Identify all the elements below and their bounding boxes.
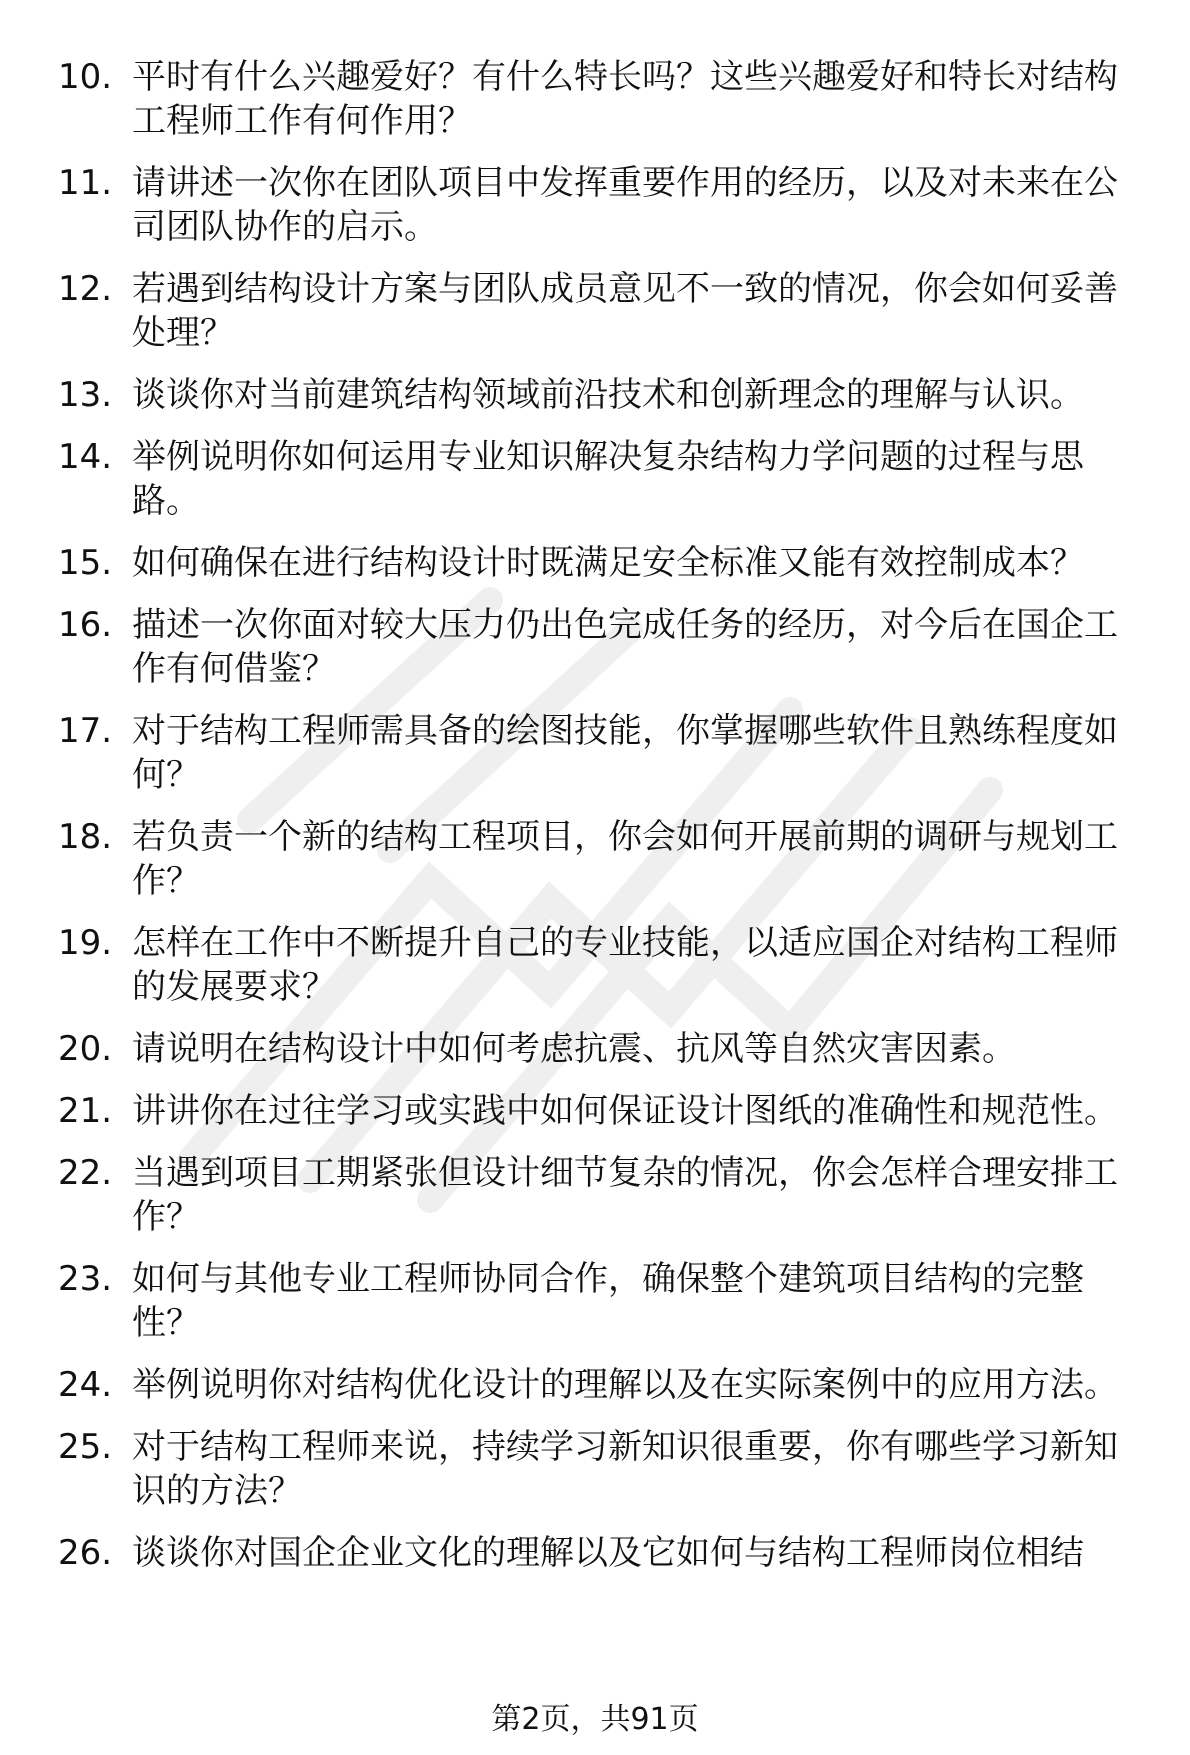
question-text: 描述一次你面对较大压力仍出色完成任务的经历，对今后在国企工作有何借鉴？ bbox=[132, 605, 1118, 689]
question-number: 17. bbox=[58, 711, 113, 751]
question-item bbox=[58, 1531, 1148, 1575]
question-number: 21. bbox=[58, 1091, 113, 1131]
question-item bbox=[58, 921, 1148, 1009]
question-text: 如何确保在进行结构设计时既满足安全标准又能有效控制成本？ bbox=[132, 543, 1084, 583]
question-text: 举例说明你如何运用专业知识解决复杂结构力学问题的过程与思路。 bbox=[132, 437, 1084, 521]
question-number: 24. bbox=[58, 1365, 113, 1405]
question-text: 对于结构工程师来说，持续学习新知识很重要，你有哪些学习新知识的方法？ bbox=[132, 1427, 1118, 1511]
question-number: 20. bbox=[58, 1029, 113, 1069]
question-number: 12. bbox=[58, 269, 113, 309]
question-number: 11. bbox=[58, 163, 113, 203]
question-number: 23. bbox=[58, 1259, 113, 1299]
question-number: 22. bbox=[58, 1153, 113, 1193]
question-text: 对于结构工程师需具备的绘图技能，你掌握哪些软件且熟练程度如何？ bbox=[132, 711, 1118, 795]
question-number: 13. bbox=[58, 375, 113, 415]
question-item bbox=[58, 1089, 1148, 1133]
question-item bbox=[58, 1027, 1148, 1071]
question-text: 请说明在结构设计中如何考虑抗震、抗风等自然灾害因素。 bbox=[132, 1029, 1016, 1069]
question-number: 18. bbox=[58, 817, 113, 857]
question-text: 平时有什么兴趣爱好？有什么特长吗？这些兴趣爱好和特长对结构工程师工作有何作用？ bbox=[132, 57, 1118, 141]
question-text: 讲讲你在过往学习或实践中如何保证设计图纸的准确性和规范性。 bbox=[132, 1091, 1118, 1131]
question-item bbox=[58, 1363, 1148, 1407]
question-number: 25. bbox=[58, 1427, 113, 1467]
question-item bbox=[58, 709, 1148, 797]
question-number: 26. bbox=[58, 1533, 113, 1573]
question-item bbox=[58, 267, 1148, 355]
question-text: 举例说明你对结构优化设计的理解以及在实际案例中的应用方法。 bbox=[132, 1365, 1118, 1405]
question-text: 若负责一个新的结构工程项目，你会如何开展前期的调研与规划工作？ bbox=[132, 817, 1118, 901]
question-item bbox=[58, 603, 1148, 691]
question-item bbox=[58, 541, 1148, 585]
question-text: 怎样在工作中不断提升自己的专业技能，以适应国企对结构工程师的发展要求？ bbox=[132, 923, 1118, 1007]
question-item bbox=[58, 1425, 1148, 1513]
question-text: 若遇到结构设计方案与团队成员意见不一致的情况，你会如何妥善处理？ bbox=[132, 269, 1118, 353]
question-text: 请讲述一次你在团队项目中发挥重要作用的经历，以及对未来在公司团队协作的启示。 bbox=[132, 163, 1118, 247]
question-number: 15. bbox=[58, 543, 113, 583]
question-item bbox=[58, 815, 1148, 903]
question-text: 如何与其他专业工程师协同合作，确保整个建筑项目结构的完整性？ bbox=[132, 1259, 1084, 1343]
question-text: 当遇到项目工期紧张但设计细节复杂的情况，你会怎样合理安排工作？ bbox=[132, 1153, 1118, 1237]
question-text: 谈谈你对国企企业文化的理解以及它如何与结构工程师岗位相结 bbox=[132, 1533, 1084, 1573]
question-item bbox=[58, 55, 1148, 143]
question-item bbox=[58, 1257, 1148, 1345]
question-text: 谈谈你对当前建筑结构领域前沿技术和创新理念的理解与认识。 bbox=[132, 375, 1084, 415]
question-number: 10. bbox=[58, 57, 113, 97]
question-item bbox=[58, 435, 1148, 523]
question-number: 19. bbox=[58, 923, 113, 963]
question-number: 16. bbox=[58, 605, 113, 645]
question-number: 14. bbox=[58, 437, 113, 477]
page-footer: 第2页，共91页 bbox=[491, 1702, 699, 1737]
question-item bbox=[58, 1151, 1148, 1239]
question-item bbox=[58, 373, 1148, 417]
question-item bbox=[58, 161, 1148, 249]
question-list bbox=[58, 55, 1148, 1593]
